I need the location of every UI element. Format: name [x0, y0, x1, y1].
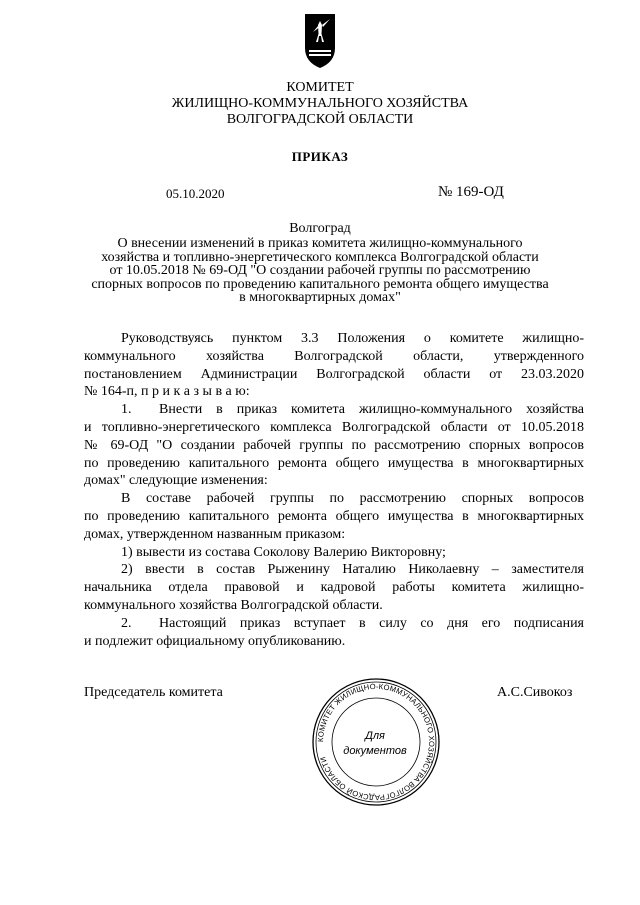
body-line: Настоящий приказ вступает в силу со дня его подписания — [159, 615, 584, 631]
volgograd-coat-of-arms-icon — [303, 12, 337, 70]
header-line: ВОЛГОГРАДСКОЙ ОБЛАСТИ — [226, 112, 414, 127]
body-subitem-2: 2) ввести в состав Рыженину Наталию Николаевну – заместителя — [121, 562, 584, 578]
stamp-ring-text: КОМИТЕТ ЖИЛИЩНО-КОММУНАЛЬНОГО ХОЗЯЙСТВА ВОЛГОГРАДСКОЙ ОБЛАСТИ — [315, 681, 437, 803]
body-line: № 164-п, п р и к а з ы в а ю: — [84, 384, 250, 400]
body-line: по проведению капитального ремонта общего имущества в многоквартирных — [84, 455, 584, 471]
body-line: постановлением Администрации Волгоградской области от 23.03.2020 — [84, 366, 584, 382]
body-line: и топливно-энергетического комплекса Волгоградской области от 10.05.2018 — [84, 419, 584, 435]
header-line: ЖИЛИЩНО-КОММУНАЛЬНОГО ХОЗЯЙСТВА — [171, 96, 469, 111]
item-number: 1. — [121, 402, 132, 418]
body-line: начальника отдела правовой и кадровой работы комитета жилищно- — [84, 580, 584, 596]
document-body — [84, 330, 584, 650]
stamp-center-line: документов — [343, 745, 407, 757]
body-line: и подлежит официальному опубликованию. — [84, 633, 346, 649]
body-line: Руководствуясь пунктом 3.3 Положения о комитете жилищно- — [121, 331, 584, 346]
body-line: коммунального хозяйства Волгоградской области, утвержденного — [84, 348, 584, 364]
body-line: Внести в приказ комитета жилищно-коммунального хозяйства — [159, 402, 584, 418]
official-stamp-seal — [311, 677, 441, 807]
document-number: № 169-ОД — [438, 184, 504, 200]
organization-header — [0, 80, 640, 128]
subject-line: от 10.05.2018 № 69-ОД "О создании рабочей группы по рассмотрению — [109, 263, 531, 278]
document-type: ПРИКАЗ — [291, 149, 349, 164]
document-subject — [60, 237, 580, 305]
body-item-1 — [84, 401, 584, 419]
signatory-title: Председатель комитета — [84, 685, 223, 700]
subject-line: спорных вопросов по проведению капитального ремонта общего имущества — [91, 276, 549, 292]
body-subitem-1: 1) вывести из состава Соколову Валерию Викторовну; — [121, 544, 446, 560]
item-number: 2. — [121, 615, 132, 631]
document-date: 05.10.2020 — [166, 186, 225, 201]
subject-line: в многоквартирных домах" — [239, 290, 401, 305]
stamp-center-line: Для — [365, 730, 385, 742]
body-line: по проведению капитального ремонта общего имущества в многоквартирных — [84, 508, 584, 524]
signatory-name: А.С.Сивокоз — [497, 685, 573, 700]
body-line: домах" следующие изменения: — [84, 473, 268, 489]
subject-line: О внесении изменений в приказ комитета жилищно-коммунального — [117, 236, 523, 251]
body-line: В составе рабочей группы по рассмотрению спорных вопросов — [121, 491, 584, 507]
header-line: КОМИТЕТ — [286, 80, 354, 95]
body-item-2 — [84, 615, 584, 633]
body-line: № 69-ОД "О создании рабочей группы по рассмотрению спорных вопросов — [84, 437, 584, 453]
document-city: Волгоград — [289, 221, 351, 236]
body-line: коммунального хозяйства Волгоградской области. — [84, 597, 383, 613]
subject-line: хозяйства и топливно-энергетического комплекса Волгоградской области — [101, 249, 539, 265]
body-line: домах, утвержденном названным приказом: — [84, 526, 346, 542]
